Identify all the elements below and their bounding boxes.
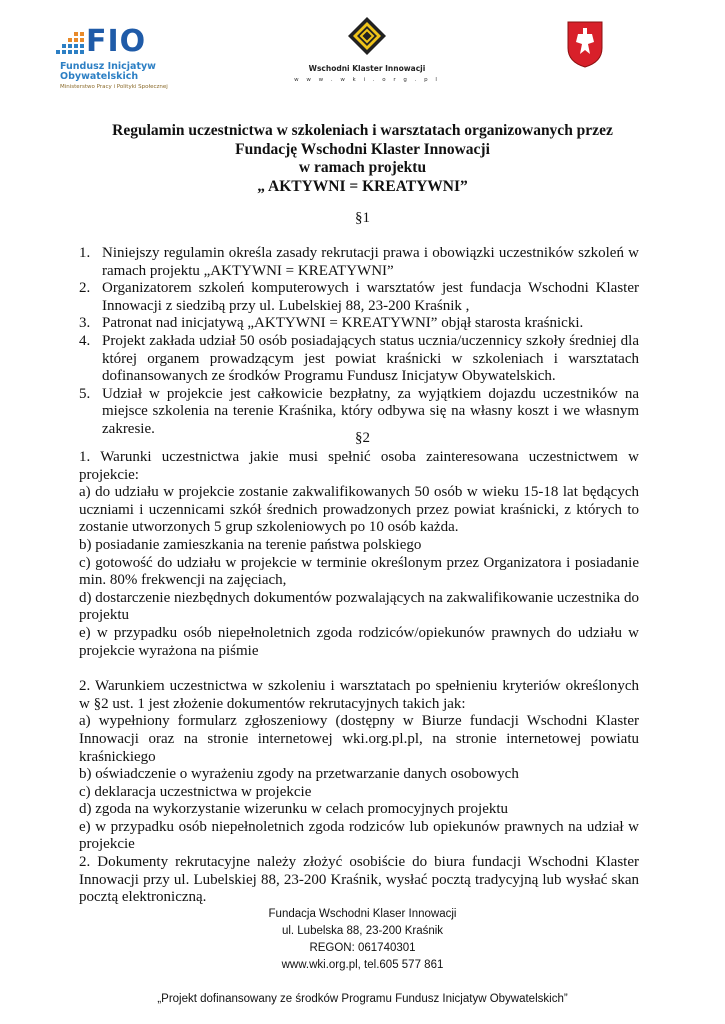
paragraph: c) gotowość do udziału w projekcie w terminie określonym przez Organizatora i posiadanie min. 80% frekwencji na zajęciach, — [79, 554, 639, 589]
fio-dots-icon — [44, 30, 86, 60]
list-item-number: 2. — [79, 280, 91, 297]
footer-line-4: www.wki.org.pl, tel.605 577 861 — [281, 959, 444, 971]
wki-name: Wschodni Klaster Innowacji — [308, 64, 426, 73]
list-item-number: 1. — [79, 245, 91, 261]
paragraph: 2. Warunkiem uczestnictwa w szkoleniu i warsztatach po spełnieniu kryteriów określonych w §2 ust. 1 jest złożenie dokumentów rekrutacyjnych takich jak: — [79, 678, 639, 712]
document-title — [60, 122, 665, 196]
footer-note: „Projekt dofinansowany ze środków Programu Fundusz Inicjatyw Obywatelskich” — [157, 993, 568, 1005]
list-item-text: Projekt zakłada udział 50 osób posiadających status ucznia/uczennicy szkoły średniej dla której organem prowadzącym jest powiat kraśnicki w szkoleniach i warsztatach dofinansowanych ze środków Programu Fundusz Inicjatyw Obywatelskich. — [102, 332, 639, 385]
footer — [0, 906, 725, 1008]
list-item — [79, 280, 639, 315]
title-line-2: Fundację Wschodni Klaster Innowacji — [235, 140, 490, 158]
list-item-text: Udział w projekcie jest całkowicie bezpłatny, za wyjątkiem dojazdu uczestników na miejsce szkolenia na terenie Kraśnika, który odbywa się na własny koszt i we własnym zakresie. — [102, 385, 639, 437]
list-item-text: Niniejszy regulamin określa zasady rekrutacji prawa i obowiązki uczestników szkoleń w ramach projektu „AKTYWNI = KREATYWNI” — [102, 245, 639, 279]
paragraph: e) w przypadku osób niepełnoletnich zgoda rodziców/opiekunów prawnych do udziału w projekcie wyrażona na piśmie — [79, 624, 639, 659]
paragraph: d) dostarczenie niezbędnych dokumentów pozwalających na zakwalifikowanie uczestnika do projektu — [79, 589, 639, 624]
list-item-number: 4. — [79, 332, 91, 349]
title-line-3: w ramach projektu — [298, 159, 427, 176]
paragraph: c) deklaracja uczestnictwa w projekcie — [79, 783, 312, 800]
footer-line-1: Fundacja Wschodni Klaser Innowacji — [268, 908, 457, 920]
list-item — [79, 315, 639, 333]
title-line-1: Regulamin uczestnictwa w szkoleniach i warsztatach organizowanych przez — [112, 122, 613, 139]
footer-line-2: ul. Lubelska 88, 23-200 Kraśnik — [281, 925, 444, 937]
section-2-mark: §2 — [355, 430, 370, 446]
list-item-text: Patronat nad inicjatywą „AKTYWNI = KREATYWNI” objął starosta kraśnicki. — [102, 315, 584, 332]
section-1-mark: §1 — [355, 210, 370, 226]
paragraph: a) do udziału w projekcie zostanie zakwalifikowanych 50 osób w wieku 15-18 lat będących uczniami i uczennicami szkół średnich prowadzonych przez powiat kraśnicki, z których to zostanie utworzonych 5 grup szkoleniowych po 10 osób każda. — [79, 484, 639, 536]
section-1-list — [79, 245, 639, 439]
list-item-number: 3. — [79, 315, 91, 332]
list-item-number: 5. — [79, 385, 91, 402]
section-2-body — [79, 449, 639, 907]
wki-diamond-icon — [347, 16, 387, 56]
wki-url: w w w . w k i . o r g . p l — [294, 77, 440, 83]
paragraph: 2. Dokumenty rekrutacyjne należy złożyć osobiście do biura fundacji Wschodni Klaster Innowacji przy ul. Lubelskiej 88, 23-200 Kraśnik, wysłać pocztą tradycyjną lub wysłać skan pocztą elektroniczną. — [79, 854, 639, 906]
paragraph: d) zgoda na wykorzystanie wizerunku w celach promocyjnych projektu — [79, 801, 509, 818]
paragraph: b) oświadczenie o wyrażeniu zgody na przetwarzanie danych osobowych — [79, 766, 519, 783]
fio-line1: Fundusz Inicjatyw — [60, 61, 156, 72]
powiat-crest-icon — [566, 20, 604, 68]
wki-logo — [292, 16, 442, 98]
paragraph: 1. Warunki uczestnictwa jakie musi spełnić osoba zainteresowana uczestnictwem w projekcie: — [79, 449, 639, 483]
paragraph: e) w przypadku osób niepełnoletnich zgoda rodziców lub opiekunów prawnych na udział w projekcie — [79, 818, 639, 853]
paragraph: a) wypełniony formularz zgłoszeniowy (dostępny w Biurze fundacji Wschodni Klaster Innowacji oraz na stronie internetowej wki.org.pl.pl, na stronie internetowej powiatu kraśnickiego — [79, 713, 639, 765]
paragraph: b) posiadanie zamieszkania na terenie państwa polskiego — [79, 536, 422, 553]
list-item — [79, 333, 639, 386]
list-item — [79, 245, 639, 280]
fio-line2: Obywatelskich — [60, 71, 139, 82]
list-item-text: Organizatorem szkoleń komputerowych i warsztatów jest fundacja Wschodni Klaster Innowacji z siedzibą przy ul. Lubelskiej 88, 23-200 Kraśnik , — [102, 280, 639, 314]
fio-line3: Ministerstwo Pracy i Polityki Społecznej — [60, 84, 168, 90]
footer-line-3: REGON: 061740301 — [309, 942, 416, 954]
title-line-4: „ AKTYWNI = KREATYWNI” — [257, 177, 468, 195]
fio-brand: FIO — [86, 24, 147, 59]
fio-logo — [44, 24, 168, 90]
